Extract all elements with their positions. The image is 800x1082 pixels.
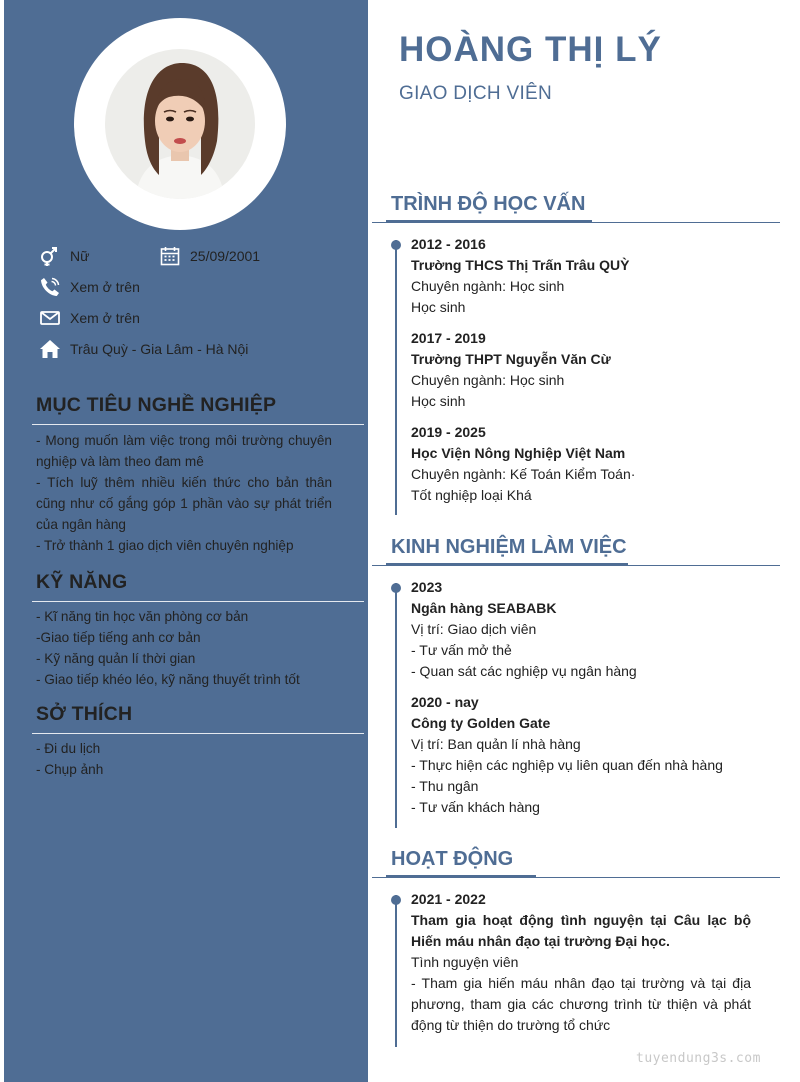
hobbies-divider bbox=[32, 733, 364, 734]
address-row bbox=[39, 338, 248, 360]
activity-period: 2021 - 2022 bbox=[411, 891, 486, 907]
experience-timeline bbox=[395, 583, 397, 828]
candidate-name: HOÀNG THỊ LÝ bbox=[399, 30, 662, 69]
objective-line: - Trở thành 1 giao dịch viên chuyên nghiệp bbox=[36, 538, 294, 553]
education-entry bbox=[411, 234, 751, 318]
gender-row bbox=[39, 245, 89, 267]
education-major: Chuyên ngành: Kế Toán Kiểm Toán· bbox=[411, 466, 636, 482]
email-text: Xem ở trên bbox=[70, 310, 140, 326]
education-school: Trường THCS Thị Trấn Trâu QUỲ bbox=[411, 257, 630, 273]
education-timeline bbox=[395, 240, 397, 515]
education-entry bbox=[411, 422, 751, 506]
education-result: Tốt nghiệp loại Khá bbox=[411, 487, 532, 503]
birthdate-row bbox=[159, 245, 260, 267]
objective-divider bbox=[32, 424, 364, 425]
candidate-title: GIAO DỊCH VIÊN bbox=[399, 83, 553, 104]
experience-underline bbox=[386, 563, 628, 566]
experience-period: 2023 bbox=[411, 579, 443, 595]
activity-description: - Tham gia hiến máu nhân đạo tại trường và tại địa phương, tham gia các chương trình từ thiện và phát động từ thiện do trường tổ chức bbox=[411, 975, 751, 1033]
objective-text bbox=[36, 430, 332, 556]
experience-line: Vị trí: Ban quản lí nhà hàng bbox=[411, 736, 581, 752]
education-result: Học sinh bbox=[411, 299, 466, 315]
experience-line: Vị trí: Giao dịch viên bbox=[411, 621, 537, 637]
phone-text: Xem ở trên bbox=[70, 279, 140, 295]
timeline-dot bbox=[391, 895, 401, 905]
phone-icon bbox=[39, 276, 61, 298]
skills-heading: KỸ NĂNG bbox=[36, 571, 128, 593]
hobbies-heading: SỞ THÍCH bbox=[36, 703, 133, 725]
skill-item: -Giao tiếp tiếng anh cơ bản bbox=[36, 630, 201, 645]
objective-heading: MỤC TIÊU NGHỀ NGHIỆP bbox=[36, 394, 277, 416]
education-heading: TRÌNH ĐỘ HỌC VẤN bbox=[391, 193, 586, 215]
gender-icon bbox=[39, 245, 61, 267]
skill-item: - Kĩ năng tin học văn phòng cơ bản bbox=[36, 609, 249, 624]
phone-row bbox=[39, 276, 140, 298]
skills-divider bbox=[32, 601, 364, 602]
education-school: Trường THPT Nguyễn Văn Cừ bbox=[411, 351, 611, 367]
education-underline bbox=[386, 220, 592, 223]
hobby-item: - Chụp ảnh bbox=[36, 762, 104, 777]
education-period: 2019 - 2025 bbox=[411, 424, 486, 440]
experience-line: - Thu ngân bbox=[411, 778, 479, 794]
education-major: Chuyên ngành: Học sinh bbox=[411, 278, 565, 294]
activity-title: Tham gia hoạt động tình nguyện tại Câu lạc bộ Hiến máu nhân đạo tại trường Đại học. bbox=[411, 912, 751, 949]
education-period: 2012 - 2016 bbox=[411, 236, 486, 252]
gender-text: Nữ bbox=[70, 248, 90, 264]
education-entry bbox=[411, 328, 751, 412]
education-period: 2017 - 2019 bbox=[411, 330, 486, 346]
experience-line: - Tư vấn mở thẻ bbox=[411, 642, 512, 658]
activity-role: Tình nguyện viên bbox=[411, 954, 519, 970]
hobbies-list bbox=[36, 738, 332, 780]
experience-heading: KINH NGHIỆM LÀM VIỆC bbox=[391, 536, 627, 558]
experience-entry bbox=[411, 692, 751, 818]
experience-company: Ngân hàng SEABABK bbox=[411, 600, 557, 616]
email-icon bbox=[39, 307, 61, 329]
watermark: tuyendung3s.com bbox=[636, 1051, 761, 1066]
objective-line: - Mong muốn làm việc trong môi trường chuyên nghiệp và làm theo đam mê bbox=[36, 433, 332, 469]
experience-entry bbox=[411, 577, 751, 682]
experience-period: 2020 - nay bbox=[411, 694, 479, 710]
calendar-icon bbox=[159, 245, 181, 267]
education-major: Chuyên ngành: Học sinh bbox=[411, 372, 565, 388]
avatar bbox=[105, 49, 255, 199]
activities-timeline bbox=[395, 895, 397, 1047]
education-school: Học Viện Nông Nghiệp Việt Nam bbox=[411, 445, 626, 461]
objective-line: - Tích luỹ thêm nhiều kiến thức cho bản thân cũng như cố gắng góp 1 phần vào sự phát triển của ngân hàng bbox=[36, 475, 332, 532]
skills-list bbox=[36, 606, 332, 690]
home-icon bbox=[39, 338, 61, 360]
timeline-dot bbox=[391, 240, 401, 250]
address-text: Trâu Quỳ - Gia Lâm - Hà Nội bbox=[70, 341, 249, 357]
timeline-dot bbox=[391, 583, 401, 593]
birthdate-text: 25/09/2001 bbox=[190, 248, 261, 264]
experience-line: - Tư vấn khách hàng bbox=[411, 799, 540, 815]
hobby-item: - Đi du lịch bbox=[36, 741, 101, 756]
experience-company: Công ty Golden Gate bbox=[411, 715, 551, 731]
experience-line: - Quan sát các nghiệp vụ ngân hàng bbox=[411, 663, 637, 679]
experience-line: - Thực hiện các nghiệp vụ liên quan đến nhà hàng bbox=[411, 757, 723, 773]
activity-entry bbox=[411, 889, 751, 1036]
email-row bbox=[39, 307, 140, 329]
skill-item: - Giao tiếp khéo léo, kỹ năng thuyết trình tốt bbox=[36, 672, 300, 687]
education-result: Học sinh bbox=[411, 393, 466, 409]
skill-item: - Kỹ năng quản lí thời gian bbox=[36, 651, 196, 666]
activities-heading: HOẠT ĐỘNG bbox=[391, 848, 514, 870]
activities-underline bbox=[386, 875, 536, 878]
